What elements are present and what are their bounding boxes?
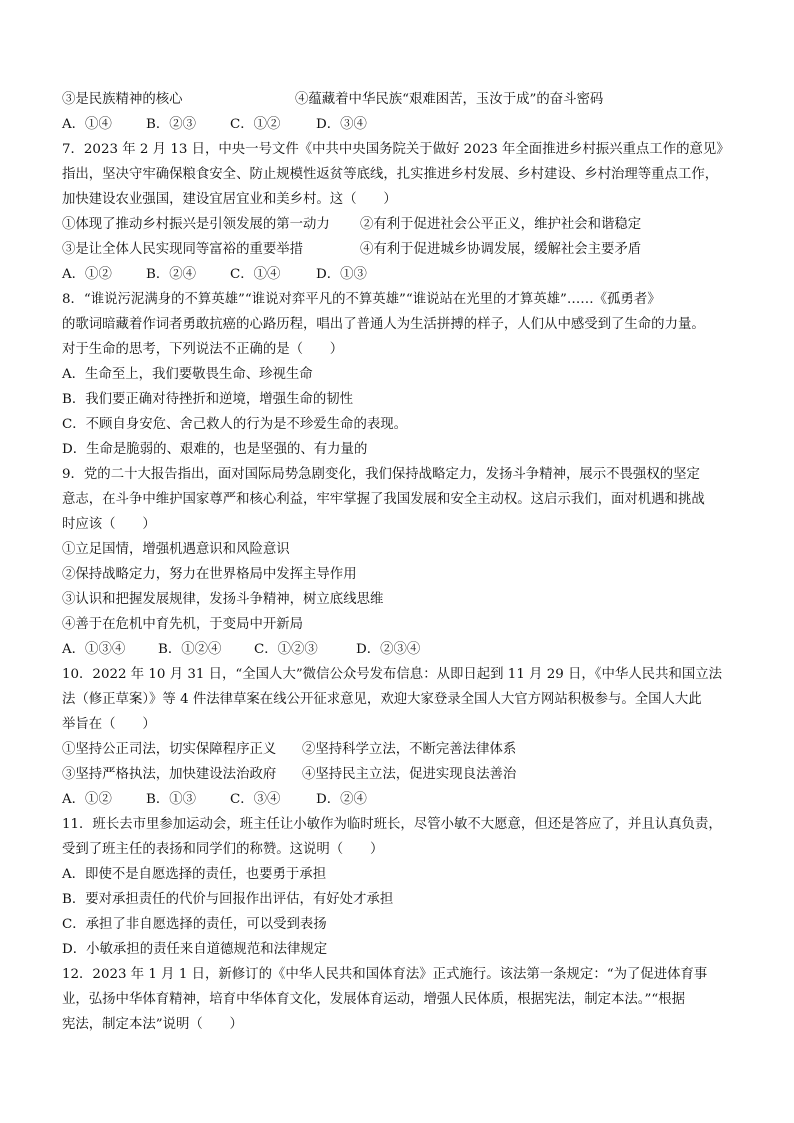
question-9-stem: 意志，在斗争中维护国家尊严和核心利益，牢牢掌握了我国发展和安全主动权。这启示我们，面对机遇和挑战: [62, 492, 705, 507]
option-4: ④坚持民主立法，促进实现良法善治: [302, 767, 517, 782]
question-8-stem: 对于生命的思考，下列说法不正确的是（ ）: [62, 342, 344, 357]
question-7-stem: 加快建设农业强国，建设宜居宜业和美乡村。这（ ）: [62, 192, 397, 207]
question-8-stem: 的歌词暗藏着作词者勇敢抗癌的心路历程，唱出了普通人为生活拼搏的样子，人们从中感受到了生命的力量。: [62, 317, 705, 332]
option-4: ④有利于促进城乡协调发展，缓解社会主要矛盾: [360, 242, 642, 257]
question-10-options: [62, 766, 517, 784]
question-7-options: [62, 216, 642, 234]
option-2: ②坚持科学立法，不断完善法律体系: [302, 742, 517, 757]
question-9-stem: 9．党的二十大报告指出，面对国际局势急剧变化，我们保持战略定力，发扬斗争精神，展示不畏强权的坚定: [62, 467, 700, 482]
question-12-stem: 12．2023 年 1 月 1 日，新修订的《中华人民共和国体育法》正式施行。该法第一条规定：“为了促进体育事: [62, 967, 708, 982]
option-4: ④善于在危机中育先机，于变局中开新局: [62, 617, 304, 632]
answer-d: D．③④: [316, 117, 367, 132]
answer-b: B．②④: [146, 267, 197, 282]
answer-a: A．①②: [62, 792, 112, 807]
answer-d: D．①③: [316, 267, 367, 282]
choice-c: C．不顾自身安危、舍己救人的行为是不珍爱生命的表现。: [62, 417, 408, 432]
choice-b: B．我们要正确对待挫折和逆境，增强生命的韧性: [62, 392, 354, 407]
option-2: ②有利于促进社会公平正义，维护社会和谐稳定: [360, 217, 642, 232]
answer-a: A．①③④: [62, 642, 126, 657]
question-12-stem: 宪法，制定本法”说明（ ）: [62, 1017, 243, 1032]
answer-d: D．②④: [316, 792, 367, 807]
answer-choices: [62, 266, 367, 284]
option-3: ③是民族精神的核心: [62, 92, 183, 107]
question-10-stem: 法（修正草案）》等 4 件法律草案在线公开征求意见，欢迎大家登录全国人大官方网站积极参与。全国人大此: [62, 692, 702, 707]
question-7-options: [62, 241, 642, 259]
answer-c: C．①④: [230, 267, 281, 282]
question-7-stem: 7．2023 年 2 月 13 日，中央一号文件《中共中央国务院关于做好 2023 年全面推进乡村振兴重点工作的意见》: [62, 142, 730, 157]
question-9-stem: 时应该（ ）: [62, 517, 156, 532]
answer-b: B．①②④: [158, 642, 222, 657]
option-line: [62, 91, 604, 109]
answer-a: A．①②: [62, 267, 112, 282]
choice-a: A．生命至上，我们要敬畏生命、珍视生命: [62, 367, 313, 382]
option-2: ②保持战略定力，努力在世界格局中发挥主导作用: [62, 567, 357, 582]
answer-choices: [62, 641, 420, 659]
option-1: ①坚持公正司法，切实保障程序正义: [62, 742, 277, 757]
answer-c: C．①②③: [254, 642, 318, 657]
question-8-stem: 8．“谁说污泥满身的不算英雄”“谁说对弈平凡的不算英雄”“谁说站在光里的才算英雄”……《孤勇者》: [62, 292, 661, 307]
answer-choices: [62, 791, 367, 809]
question-7-stem: 指出，坚决守牢确保粮食安全、防止规模性返贫等底线，扎实推进乡村发展、乡村建设、乡村治理等重点工作，: [62, 167, 719, 182]
answer-c: C．③④: [230, 792, 281, 807]
choice-d: D．小敏承担的责任来自道德规范和法律规定: [62, 942, 328, 957]
question-10-stem: 10．2022 年 10 月 31 日，“全国人大”微信公众号发布信息：从即日起到 11 月 29 日，《中华人民共和国立法: [62, 667, 723, 682]
choice-c: C．承担了非自愿选择的责任，可以受到表扬: [62, 917, 327, 932]
option-4: ④蕴藏着中华民族“艰难困苦，玉汝于成”的奋斗密码: [295, 92, 604, 107]
option-1: ①立足国情，增强机遇意识和风险意识: [62, 542, 290, 557]
option-1: ①体现了推动乡村振兴是引领发展的第一动力: [62, 217, 330, 232]
option-3: ③是让全体人民实现同等富裕的重要举措: [62, 242, 304, 257]
answer-a: A．①④: [62, 117, 112, 132]
answer-b: B．②③: [146, 117, 197, 132]
question-10-options: [62, 741, 517, 759]
option-3: ③坚持严格执法，加快建设法治政府: [62, 767, 277, 782]
option-3: ③认识和把握发展规律，发扬斗争精神，树立底线思维: [62, 592, 384, 607]
answer-d: D．②③④: [356, 642, 421, 657]
choice-a: A．即使不是自愿选择的责任，也要勇于承担: [62, 867, 327, 882]
choice-d: D．生命是脆弱的、艰难的，也是坚强的、有力量的: [62, 442, 368, 457]
choice-b: B．要对承担责任的代价与回报作出评估，有好处才承担: [62, 892, 394, 907]
question-12-stem: 业，弘扬中华体育精神，培育中华体育文化，发展体育运动，增强人民体质，根据宪法，制定本法。”“根据: [62, 992, 685, 1007]
answer-choices: [62, 116, 367, 134]
answer-c: C．①②: [230, 117, 281, 132]
answer-b: B．①③: [146, 792, 197, 807]
question-10-stem: 举旨在（ ）: [62, 717, 156, 732]
question-11-stem: 受到了班主任的表扬和同学们的称赞。这说明（ ）: [62, 842, 384, 857]
question-11-stem: 11．班长去市里参加运动会，班主任让小敏作为临时班长，尽管小敏不大愿意，但还是答应了，并且认真负责，: [62, 817, 722, 832]
